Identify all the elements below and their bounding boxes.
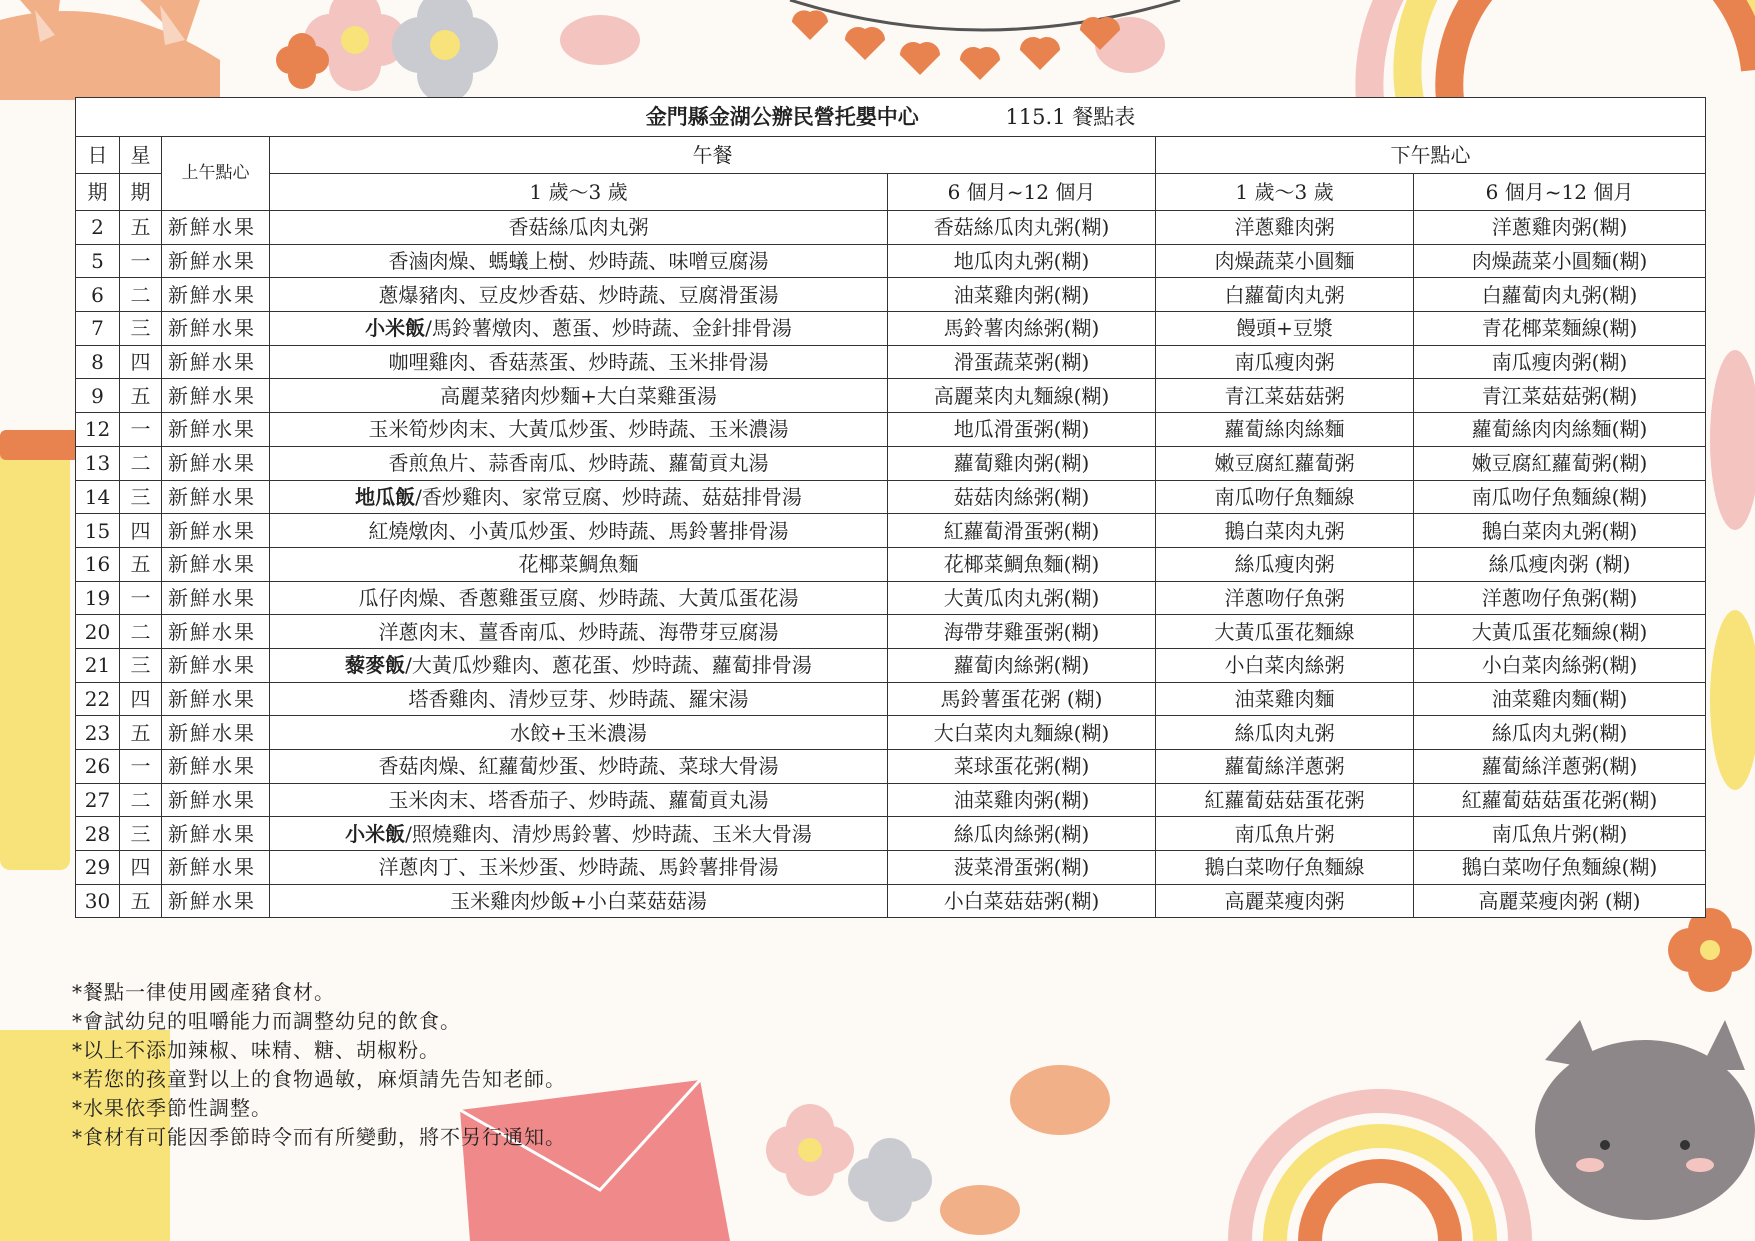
lunch-infant-cell: 高麗菜肉丸麵線(糊) [888,379,1156,413]
lunch-dishes: 香煎魚片、蒜香南瓜、炒時蔬、蘿蔔貢丸湯 [388,451,769,476]
pm-snack-cell: 南瓜魚片粥 [1156,817,1414,851]
weekday-cell: 四 [120,345,162,379]
lunch-infant-cell: 花椰菜鯛魚麵(糊) [888,547,1156,581]
pm-snack-infant-cell: 肉燥蔬菜小圓麵(糊) [1414,244,1706,278]
morning-snack-cell: 新鮮水果 [162,817,270,851]
flower-icon [304,0,406,91]
pm-snack-cell: 南瓜瘦肉粥 [1156,345,1414,379]
weekday-header-bottom: 期 [120,174,162,211]
morning-snack-cell: 新鮮水果 [162,783,270,817]
pm-snack-cell: 洋蔥吻仔魚粥 [1156,581,1414,615]
lunch-dishes: 瓜仔肉燥、香蔥雞蛋豆腐、炒時蔬、大黃瓜蛋花湯 [358,585,799,610]
lunch-infant-cell: 香菇絲瓜肉丸粥(糊) [888,211,1156,245]
table-title [76,98,1706,137]
weekday-cell: 一 [120,413,162,447]
date-header-top: 日 [76,137,120,174]
lunch-dishes: 水餃+玉米濃湯 [510,720,647,745]
note-line: *若您的孩童對以上的食物過敏，麻煩請先告知老師。 [72,1067,566,1091]
bean-icon [940,1185,1020,1235]
note-line: *餐點一律使用國產豬食材。 [72,980,335,1004]
pm-age-1-3-header: 1 歲～3 歲 [1156,174,1414,211]
flower-icon [766,1104,854,1196]
note-line: *以上不添加辣椒、味精、糖、胡椒粉。 [72,1038,440,1062]
table-row [76,446,1706,480]
pm-snack-cell: 絲瓜肉丸粥 [1156,716,1414,750]
date-cell: 16 [76,547,120,581]
lunch-infant-cell: 菇菇肉絲粥(糊) [888,480,1156,514]
pm-snack-infant-cell: 白蘿蔔肉丸粥(糊) [1414,278,1706,312]
morning-snack-cell: 新鮮水果 [162,480,270,514]
date-cell: 28 [76,817,120,851]
lunch-dishes: 咖哩雞肉、香菇蒸蛋、炒時蔬、玉米排骨湯 [388,350,769,375]
lunch-infant-cell: 海帶芽雞蛋粥(糊) [888,615,1156,649]
morning-snack-cell: 新鮮水果 [162,379,270,413]
table-row [76,682,1706,716]
lunch-infant-cell: 蘿蔔雞肉粥(糊) [888,446,1156,480]
flower-icon [848,1138,932,1222]
lunch-dishes: /馬鈴薯燉肉、蔥蛋、炒時蔬、金針排骨湯 [425,316,792,341]
table-row [76,750,1706,784]
weekday-cell: 五 [120,379,162,413]
table-row [76,480,1706,514]
morning-snack-cell: 新鮮水果 [162,581,270,615]
date-cell: 21 [76,648,120,682]
weekday-header-top: 星 [120,137,162,174]
note-line: *會試幼兒的咀嚼能力而調整幼兒的飲食。 [72,1009,461,1033]
rice-type: 地瓜飯 [355,484,416,509]
morning-snack-cell: 新鮮水果 [162,278,270,312]
bean-icon [560,15,640,65]
lunch-dishes: /大黃瓜炒雞肉、蔥花蛋、炒時蔬、蘿蔔排骨湯 [405,653,812,678]
lunch-header: 午餐 [270,137,1156,174]
lunch-cell [270,884,888,918]
lunch-dishes: 香菇絲瓜肉丸粥 [508,215,649,240]
lunch-infant-cell: 蘿蔔肉絲粥(糊) [888,648,1156,682]
lunch-dishes: /照燒雞肉、清炒馬鈴薯、炒時蔬、玉米大骨湯 [405,821,812,846]
pm-snack-infant-cell: 油菜雞肉麵(糊) [1414,682,1706,716]
lunch-cell [270,581,888,615]
pm-snack-infant-cell: 大黃瓜蛋花麵線(糊) [1414,615,1706,649]
title-row [76,98,1706,137]
table-row [76,615,1706,649]
pm-snack-cell: 油菜雞肉麵 [1156,682,1414,716]
lunch-cell [270,783,888,817]
pm-snack-cell: 絲瓜瘦肉粥 [1156,547,1414,581]
lunch-infant-cell: 地瓜肉丸粥(糊) [888,244,1156,278]
lunch-cell [270,345,888,379]
date-cell: 13 [76,446,120,480]
weekday-cell: 一 [120,244,162,278]
pm-snack-cell: 青江菜菇菇粥 [1156,379,1414,413]
date-cell: 7 [76,312,120,346]
lunch-cell [270,716,888,750]
lunch-dishes: 高麗菜豬肉炒麵+大白菜雞蛋湯 [440,383,717,408]
lunch-cell [270,851,888,885]
weekday-cell: 五 [120,211,162,245]
morning-snack-cell: 新鮮水果 [162,211,270,245]
pm-snack-infant-cell: 紅蘿蔔菇菇蛋花粥(糊) [1414,783,1706,817]
date-cell: 22 [76,682,120,716]
weekday-cell: 三 [120,312,162,346]
header-row-1 [76,137,1706,174]
pm-snack-cell: 嫩豆腐紅蘿蔔粥 [1156,446,1414,480]
lunch-age-6-12-header: 6 個月~12 個月 [888,174,1156,211]
pm-snack-infant-cell: 蘿蔔絲肉肉絲麵(糊) [1414,413,1706,447]
lunch-dishes: 香滷肉燥、螞蟻上樹、炒時蔬、味噌豆腐湯 [388,249,769,274]
date-cell: 27 [76,783,120,817]
pm-snack-cell: 紅蘿蔔菇菇蛋花粥 [1156,783,1414,817]
table-row [76,547,1706,581]
lunch-dishes: 玉米筍炒肉末、大黃瓜炒蛋、炒時蔬、玉米濃湯 [368,417,789,442]
pm-snack-cell: 蘿蔔絲洋蔥粥 [1156,750,1414,784]
lunch-cell [270,817,888,851]
cat-icon [0,0,220,100]
table-row [76,648,1706,682]
pm-snack-cell: 洋蔥雞肉粥 [1156,211,1414,245]
pm-snack-infant-cell: 南瓜魚片粥(糊) [1414,817,1706,851]
lunch-cell [270,379,888,413]
rice-type: 藜麥飯 [345,653,406,678]
pm-snack-cell: 大黃瓜蛋花麵線 [1156,615,1414,649]
morning-snack-cell: 新鮮水果 [162,716,270,750]
lunch-age-1-3-header: 1 歲～3 歲 [270,174,888,211]
date-cell: 5 [76,244,120,278]
lunch-infant-cell: 大黃瓜肉丸粥(糊) [888,581,1156,615]
pm-snack-infant-cell: 洋蔥雞肉粥(糊) [1414,211,1706,245]
morning-snack-cell: 新鮮水果 [162,413,270,447]
rainbow-icon [1240,1101,1520,1241]
rainbow-icon [1369,0,1755,100]
table-row [76,312,1706,346]
lunch-cell [270,648,888,682]
weekday-cell: 一 [120,750,162,784]
menu-title: 115.1 餐點表 [1005,105,1136,129]
pm-snack-infant-cell: 嫩豆腐紅蘿蔔粥(糊) [1414,446,1706,480]
lunch-cell [270,446,888,480]
lunch-cell [270,312,888,346]
morning-snack-cell: 新鮮水果 [162,446,270,480]
lunch-dishes: 玉米肉末、塔香茄子、炒時蔬、蘿蔔貢丸湯 [388,788,769,813]
morning-snack-cell: 新鮮水果 [162,547,270,581]
weekday-cell: 二 [120,783,162,817]
rice-type: 小米飯 [345,821,406,846]
date-cell: 9 [76,379,120,413]
morning-snack-cell: 新鮮水果 [162,648,270,682]
lunch-infant-cell: 紅蘿蔔滑蛋粥(糊) [888,514,1156,548]
pm-snack-cell: 鵝白菜吻仔魚麵線 [1156,851,1414,885]
pm-snack-infant-cell: 南瓜瘦肉粥(糊) [1414,345,1706,379]
lunch-cell [270,615,888,649]
table-row [76,278,1706,312]
lunch-cell [270,413,888,447]
date-cell: 23 [76,716,120,750]
weekday-cell: 五 [120,884,162,918]
table-row [76,783,1706,817]
morning-snack-cell: 新鮮水果 [162,345,270,379]
morning-snack-cell: 新鮮水果 [162,682,270,716]
pm-age-6-12-header: 6 個月~12 個月 [1414,174,1706,211]
date-cell: 12 [76,413,120,447]
date-cell: 29 [76,851,120,885]
lunch-dishes: 花椰菜鯛魚麵 [518,552,639,577]
center-name: 金門縣金湖公辦民營托嬰中心 [645,104,919,129]
afternoon-snack-header: 下午點心 [1156,137,1706,174]
table-row [76,817,1706,851]
pm-snack-infant-cell: 洋蔥吻仔魚粥(糊) [1414,581,1706,615]
header-row-2 [76,174,1706,211]
notes-section [72,978,566,1152]
lunch-dishes: /香炒雞肉、家常豆腐、炒時蔬、菇菇排骨湯 [415,484,802,509]
lunch-cell [270,211,888,245]
morning-snack-cell: 新鮮水果 [162,851,270,885]
flower-icon [1668,908,1752,992]
lunch-cell [270,547,888,581]
pm-snack-cell: 饅頭+豆漿 [1156,312,1414,346]
pm-snack-infant-cell: 鵝白菜吻仔魚麵線(糊) [1414,851,1706,885]
morning-snack-cell: 新鮮水果 [162,884,270,918]
lunch-dishes: 洋蔥肉丁、玉米炒蛋、炒時蔬、馬鈴薯排骨湯 [378,855,779,880]
lunch-dishes: 紅燒燉肉、小黃瓜炒蛋、炒時蔬、馬鈴薯排骨湯 [368,518,789,543]
weekday-cell: 三 [120,817,162,851]
date-cell: 26 [76,750,120,784]
weekday-cell: 二 [120,446,162,480]
bean-icon [1710,610,1755,790]
date-cell: 15 [76,514,120,548]
table-row [76,851,1706,885]
lunch-cell [270,750,888,784]
pm-snack-cell: 高麗菜瘦肉粥 [1156,884,1414,918]
lunch-cell [270,244,888,278]
lunch-infant-cell: 絲瓜肉絲粥(糊) [888,817,1156,851]
pm-snack-infant-cell: 絲瓜肉丸粥(糊) [1414,716,1706,750]
date-cell: 2 [76,211,120,245]
menu-table [75,97,1706,918]
pm-snack-infant-cell: 青江菜菇菇粥(糊) [1414,379,1706,413]
weekday-cell: 五 [120,716,162,750]
table-row [76,379,1706,413]
lunch-infant-cell: 菠菜滑蛋粥(糊) [888,851,1156,885]
table-row [76,244,1706,278]
lunch-cell [270,480,888,514]
morning-snack-cell: 新鮮水果 [162,312,270,346]
bean-icon [1010,1065,1110,1135]
flower-icon [392,0,498,103]
morning-snack-cell: 新鮮水果 [162,750,270,784]
table-row [76,884,1706,918]
table-row [76,581,1706,615]
table-row [76,211,1706,245]
date-cell: 8 [76,345,120,379]
rice-type: 小米飯 [365,316,426,341]
lunch-infant-cell: 油菜雞肉粥(糊) [888,783,1156,817]
lunch-infant-cell: 大白菜肉丸麵線(糊) [888,716,1156,750]
lunch-infant-cell: 菜球蛋花粥(糊) [888,750,1156,784]
weekday-cell: 三 [120,480,162,514]
pm-snack-infant-cell: 蘿蔔絲洋蔥粥(糊) [1414,750,1706,784]
weekday-cell: 四 [120,514,162,548]
pm-snack-infant-cell: 鵝白菜肉丸粥(糊) [1414,514,1706,548]
lunch-cell [270,682,888,716]
date-cell: 30 [76,884,120,918]
pm-snack-infant-cell: 高麗菜瘦肉粥 (糊) [1414,884,1706,918]
weekday-cell: 四 [120,851,162,885]
lunch-infant-cell: 地瓜滑蛋粥(糊) [888,413,1156,447]
date-cell: 20 [76,615,120,649]
table-row [76,413,1706,447]
table-row [76,716,1706,750]
pm-snack-cell: 蘿蔔絲肉絲麵 [1156,413,1414,447]
lunch-infant-cell: 滑蛋蔬菜粥(糊) [888,345,1156,379]
lunch-cell [270,514,888,548]
weekday-cell: 二 [120,615,162,649]
pm-snack-cell: 小白菜肉絲粥 [1156,648,1414,682]
cat-icon [1535,1020,1755,1220]
date-cell: 19 [76,581,120,615]
pm-snack-cell: 南瓜吻仔魚麵線 [1156,480,1414,514]
morning-snack-cell: 新鮮水果 [162,615,270,649]
lunch-infant-cell: 油菜雞肉粥(糊) [888,278,1156,312]
pm-snack-infant-cell: 絲瓜瘦肉粥 (糊) [1414,547,1706,581]
date-cell: 14 [76,480,120,514]
lunch-infant-cell: 馬鈴薯蛋花粥 (糊) [888,682,1156,716]
morning-snack-cell: 新鮮水果 [162,514,270,548]
weekday-cell: 四 [120,682,162,716]
bean-icon [1710,350,1755,530]
table-row [76,345,1706,379]
lunch-cell [270,278,888,312]
pm-snack-infant-cell: 小白菜肉絲粥(糊) [1414,648,1706,682]
pm-snack-infant-cell: 南瓜吻仔魚麵線(糊) [1414,480,1706,514]
date-cell: 6 [76,278,120,312]
note-line: *食材有可能因季節時令而有所變動，將不另行通知。 [72,1125,566,1149]
lunch-dishes: 洋蔥肉末、薑香南瓜、炒時蔬、海帶芽豆腐湯 [378,619,779,644]
pm-snack-infant-cell: 青花椰菜麵線(糊) [1414,312,1706,346]
lunch-dishes: 玉米雞肉炒飯+小白菜菇菇湯 [450,889,707,914]
weekday-cell: 五 [120,547,162,581]
table-row [76,514,1706,548]
weekday-cell: 二 [120,278,162,312]
lunch-dishes: 塔香雞肉、清炒豆芽、炒時蔬、羅宋湯 [408,686,749,711]
date-header-bottom: 期 [76,174,120,211]
lunch-infant-cell: 小白菜菇菇粥(糊) [888,884,1156,918]
pm-snack-cell: 肉燥蔬菜小圓麵 [1156,244,1414,278]
lunch-infant-cell: 馬鈴薯肉絲粥(糊) [888,312,1156,346]
lunch-dishes: 香菇肉燥、紅蘿蔔炒蛋、炒時蔬、菜球大骨湯 [378,754,779,779]
pm-snack-cell: 白蘿蔔肉丸粥 [1156,278,1414,312]
note-line: *水果依季節性調整。 [72,1096,272,1120]
jar-icon [0,430,80,870]
weekday-cell: 三 [120,648,162,682]
weekday-cell: 一 [120,581,162,615]
morning-snack-header: 上午點心 [162,137,270,211]
lunch-dishes: 蔥爆豬肉、豆皮炒香菇、炒時蔬、豆腐滑蛋湯 [378,282,779,307]
morning-snack-cell: 新鮮水果 [162,244,270,278]
pm-snack-cell: 鵝白菜肉丸粥 [1156,514,1414,548]
